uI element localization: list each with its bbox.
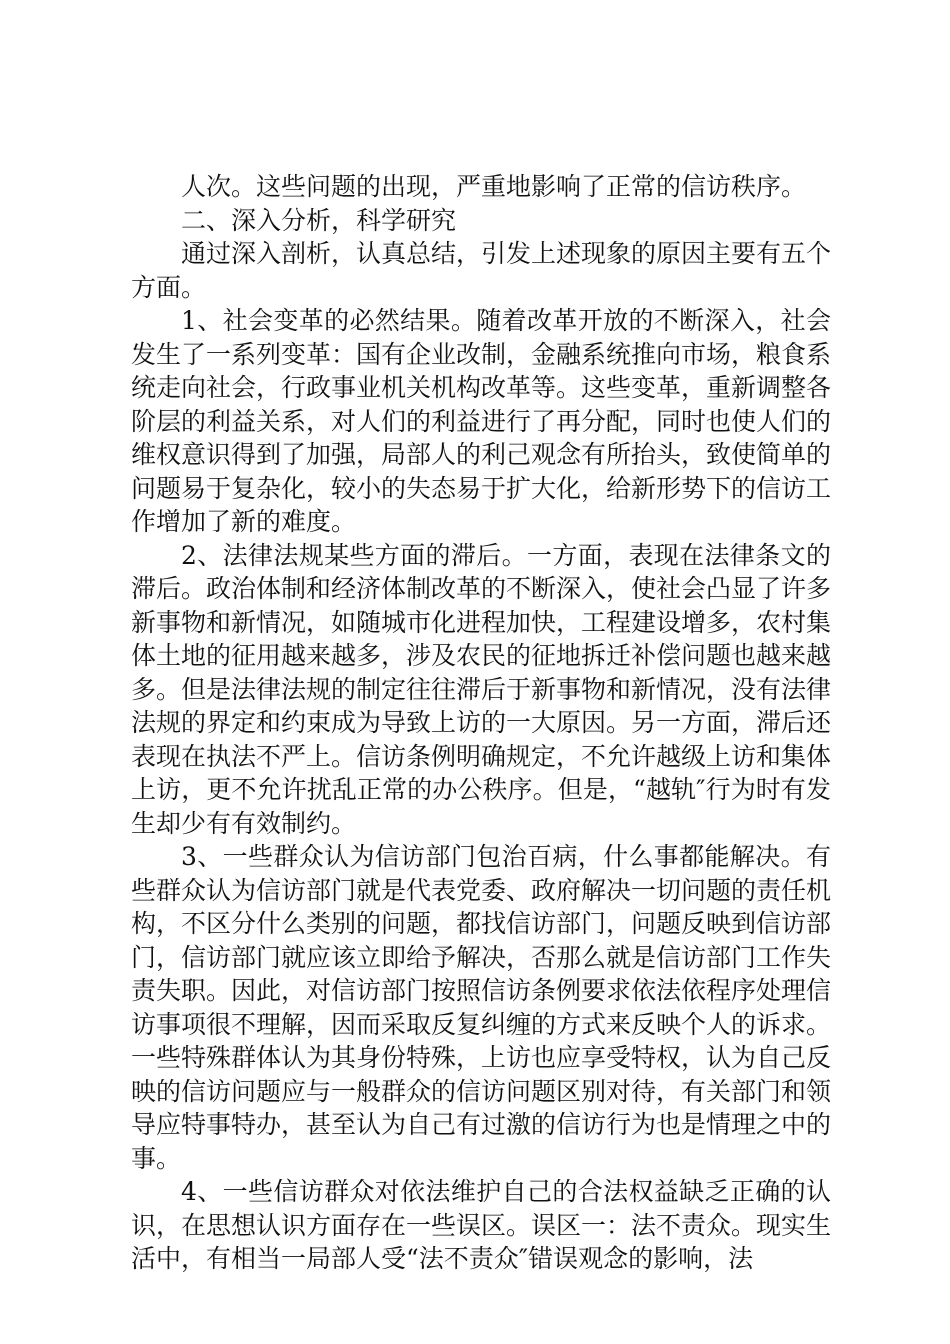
section-heading: 二、深入分析，科学研究 (181, 205, 457, 235)
paragraph-intro: 通过深入剖析，认真总结，引发上述现象的原因主要有五个方面。 (131, 239, 832, 302)
paragraph-continuation: 人次。这些问题的出现，严重地影响了正常的信访秩序。 (181, 172, 807, 201)
paragraph-point-1: 1、社会变革的必然结果。随着改革开放的不断深入，社会发生了一系列变革：国有企业改制，金融系统推向市场，粮食系统走向社会，行政事业机关机构改革等。这些变革，重新调整各阶层的利益关系，对人们的利益进行了再分配，同时也使人们的维权意识得到了加强，局部人的利己观念有所抬头，致使简单的问题易于复杂化，较小的失态易于扩大化，给新形势下的信访工作增加了新的难度。 (131, 306, 832, 536)
document-body (131, 170, 831, 1276)
paragraph-point-4: 4、一些信访群众对依法维护自己的合法权益缺乏正确的认识，在思想认识方面存在一些误区。误区一：法不责众。现实生活中，有相当一局部人受“法不责众″错误观念的影响，法 (131, 1177, 832, 1273)
paragraph-point-2: 2、法律法规某些方面的滞后。一方面，表现在法律条文的滞后。政治体制和经济体制改革的不断深入，使社会凸显了许多新事物和新情况，如随城市化进程加快，工程建设增多，农村集体土地的征用越来越多，涉及农民的征地拆迁补偿问题也越来越多。但是法律法规的制定往往滞后于新事物和新情况，没有法律法规的界定和约束成为导致上访的一大原因。另一方面，滞后还表现在执法不严上。信访条例明确规定，不允许越级上访和集体上访，更不允许扰乱正常的办公秩序。但是，“越轨″行为时有发生却少有有效制约。 (131, 540, 832, 838)
paragraph-point-3: 3、一些群众认为信访部门包治百病，什么事都能解决。有些群众认为信访部门就是代表党委、政府解决一切问题的责任机构，不区分什么类别的问题，都找信访部门，问题反映到信访部门，信访部门就应该立即给予解决，否那么就是信访部门工作失责失职。因此，对信访部门按照信访条例要求依法依程序处理信访事项很不理解，因而采取反复纠缠的方式来反映个人的诉求。一些特殊群体认为其身份特殊，上访也应享受特权，认为自己反映的信访问题应与一般群众的信访问题区别对待，有关部门和领导应特事特办，甚至认为自己有过激的信访行为也是情理之中的事。 (131, 842, 832, 1173)
